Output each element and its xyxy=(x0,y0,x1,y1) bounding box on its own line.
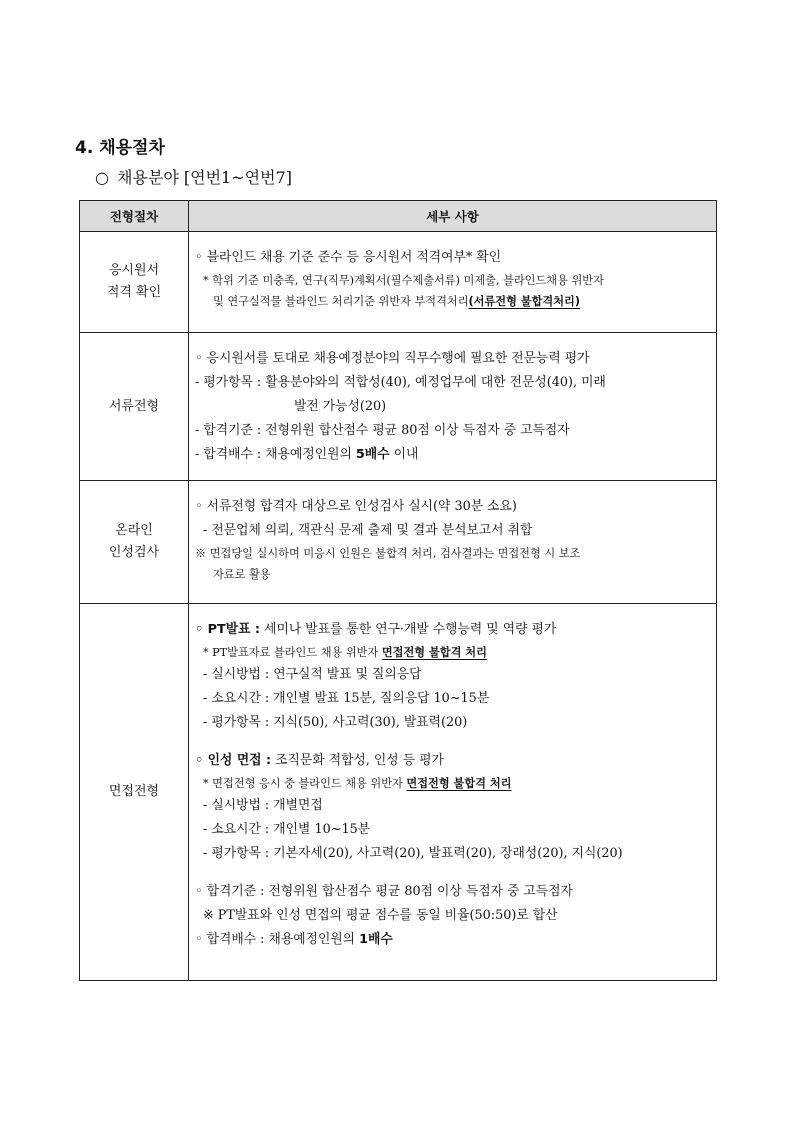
detail-note: * 학위 기준 미충족, 연구(직무)계획서(필수제출서류) 미제출, 블라인드채용 위반자 xyxy=(203,274,604,287)
table-row xyxy=(80,604,717,981)
detail-line: ◦ 응시원서를 토대로 채용예정분야의 직무수행에 필요한 전문능력 평가 xyxy=(195,351,590,366)
stage-cell xyxy=(80,333,189,481)
table-header-row xyxy=(80,201,717,232)
stage-label-line2: 적격 확인 xyxy=(106,285,162,300)
stage-label: 서류전형 xyxy=(108,398,160,414)
pt-desc: 세미나 발표를 통한 연구·개발 수행능력 및 역량 평가 xyxy=(260,622,557,637)
table-row xyxy=(80,481,717,604)
circle-bullet-icon: ○ xyxy=(95,168,109,187)
detail-line: - 전문업체 의뢰, 객관식 문제 출제 및 결과 분석보고서 취합 xyxy=(203,523,533,538)
interview-note xyxy=(195,773,710,794)
detail-cell xyxy=(189,333,717,481)
interview-time: - 소요시간 : 개인별 10~15분 xyxy=(203,822,371,837)
detail-cell xyxy=(189,604,717,981)
table-row xyxy=(80,232,717,333)
detail-text: 이내 xyxy=(389,447,419,462)
pass-criteria: ◦ 합격기준 : 전형위원 합산점수 평균 80점 이상 득점자 중 고득점자 xyxy=(195,884,573,899)
pt-bullet-icon: ◦ xyxy=(195,622,208,637)
interview-desc: 조직문화 적합성, 인성 등 평가 xyxy=(271,753,444,768)
pass-multiplier xyxy=(195,928,710,952)
header-detail: 세부 사항 xyxy=(189,201,717,232)
detail-emphasis: 5배수 xyxy=(355,447,390,462)
detail-line: - 합격기준 : 전형위원 합산점수 평균 80점 이상 득점자 중 고득점자 xyxy=(195,423,570,438)
pt-items: - 평가항목 : 지식(50), 사고력(30), 발표력(20) xyxy=(203,715,468,730)
stage-label-line1: 응시원서 xyxy=(108,263,160,278)
stage-cell xyxy=(80,481,189,604)
interview-note-emphasis: 면접전형 불합격 처리 xyxy=(406,777,512,790)
detail-cell xyxy=(189,232,717,333)
detail-note: ※ 면접당일 실시하며 미응시 인원은 불합격 처리, 검사결과는 면접전형 시 보조 xyxy=(195,547,581,560)
detail-line: ◦ 서류전형 합격자 대상으로 인성검사 실시(약 30분 소요) xyxy=(195,499,517,514)
stage-label-line2: 인성검사 xyxy=(108,545,160,560)
pt-title: PT발표 : xyxy=(207,622,261,637)
subtitle-text: 채용분야 [연번1~연번7] xyxy=(116,168,292,187)
stage-label: 면접전형 xyxy=(108,784,160,799)
interview-note-text: * 면접전형 응시 중 블라인드 채용 위반자 xyxy=(203,777,407,790)
pt-time: - 소요시간 : 개인별 발표 15분, 질의응답 10~15분 xyxy=(203,691,490,706)
stage-label-line1: 온라인 xyxy=(115,523,153,538)
detail-line: 발전 가능성(20) xyxy=(294,399,387,414)
pass-multiplier-text: ◦ 합격배수 : 채용예정인원의 xyxy=(195,932,360,947)
detail-note-text: 및 연구실적물 블라인드 처리기준 위반자 부적격처리 xyxy=(213,295,469,308)
detail-cell xyxy=(189,481,717,604)
detail-note xyxy=(195,291,710,312)
pt-method: - 실시방법 : 연구실적 발표 및 질의응답 xyxy=(203,667,422,682)
interview-bullet-icon: ◦ xyxy=(195,753,208,768)
detail-text: - 합격배수 : 채용예정인원의 xyxy=(195,447,356,462)
stage-cell xyxy=(80,232,189,333)
header-stage: 전형절차 xyxy=(80,201,189,232)
pt-note-text: * PT발표자료 블라인드 채용 위반자 xyxy=(203,646,382,659)
spacer xyxy=(195,735,710,749)
table-row xyxy=(80,333,717,481)
interview-method: - 실시방법 : 개별면접 xyxy=(203,798,323,813)
spacer xyxy=(195,866,710,880)
interview-title: 인성 면접 : xyxy=(207,753,272,768)
pt-note xyxy=(195,642,710,663)
detail-line xyxy=(195,443,710,467)
detail-note: 자료로 활용 xyxy=(213,568,271,581)
stage-cell xyxy=(80,604,189,981)
interview-items: - 평가항목 : 기본자세(20), 사고력(20), 발표력(20), 장래성(20), 지식(20) xyxy=(203,846,623,861)
pt-heading xyxy=(195,618,710,642)
pt-note-emphasis: 면접전형 불합격 처리 xyxy=(381,646,487,659)
detail-line: ◦ 블라인드 채용 기준 준수 등 응시원서 적격여부* 확인 xyxy=(195,250,502,265)
section-title: 4. 채용절차 xyxy=(75,138,165,158)
procedure-table xyxy=(79,200,717,981)
interview-heading xyxy=(195,749,710,773)
pass-multiplier-emphasis: 1배수 xyxy=(359,932,393,947)
detail-note-emphasis: (서류전형 불합격처리) xyxy=(468,295,580,308)
subtitle xyxy=(95,165,292,188)
pass-note: ※ PT발표와 인성 면접의 평균 점수를 동일 비율(50:50)로 합산 xyxy=(203,908,558,923)
detail-line: - 평가항목 : 활용분야와의 적합성(40), 예정업무에 대한 전문성(40), 미래 xyxy=(195,375,606,390)
